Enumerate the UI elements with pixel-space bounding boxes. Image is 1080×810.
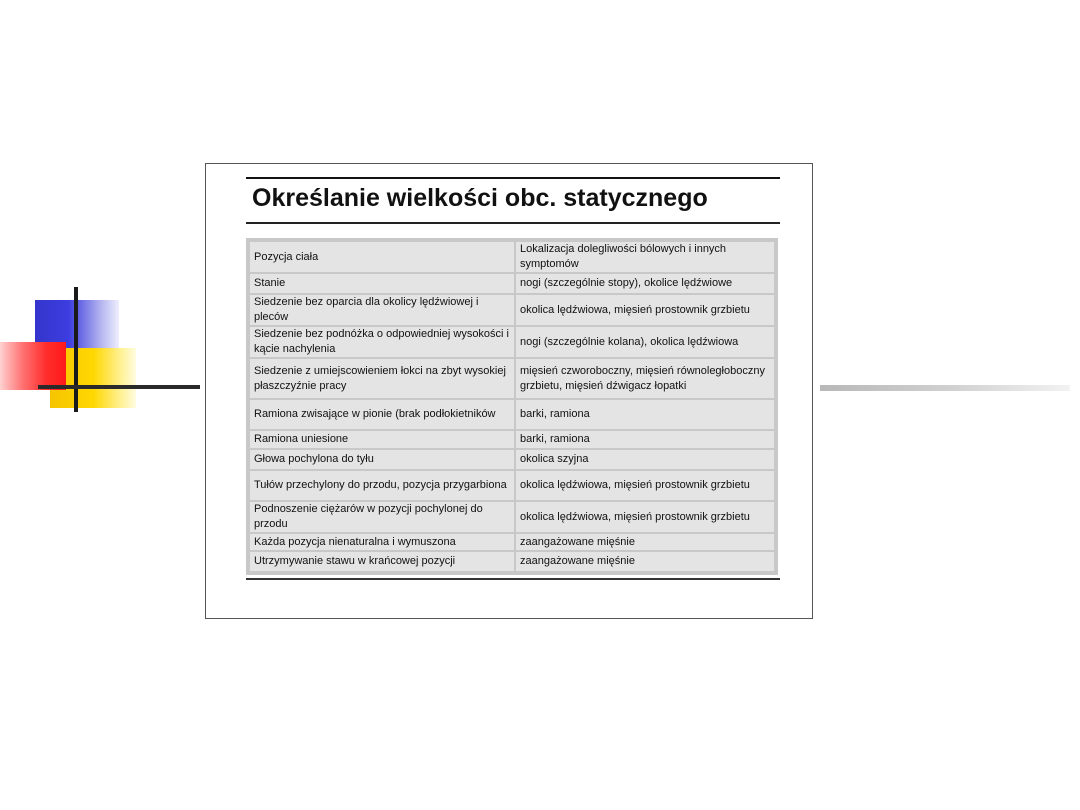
- table-cell: Lokalizacja dolegliwości bólowych i innych symptomów: [515, 241, 775, 273]
- bottom-rule: [246, 578, 780, 580]
- table-row: [249, 449, 775, 470]
- decor-vertical-line: [74, 287, 78, 412]
- table-cell: Każda pozycja nienaturalna i wymuszona: [249, 533, 515, 551]
- table-cell: zaangażowane mięśnie: [515, 551, 775, 572]
- table-cell: okolica lędźwiowa, mięsień prostownik grzbietu: [515, 501, 775, 533]
- table-row: [249, 358, 775, 399]
- table-cell: nogi (szczególnie kolana), okolica lędźwiowa: [515, 326, 775, 358]
- table-row: [249, 430, 775, 449]
- table-cell: Stanie: [249, 273, 515, 294]
- table-container: [246, 238, 778, 575]
- table-cell: Utrzymywanie stawu w krańcowej pozycji: [249, 551, 515, 572]
- page-title: Określanie wielkości obc. statycznego: [252, 184, 708, 212]
- table-cell: Tułów przechylony do przodu, pozycja przygarbiona: [249, 470, 515, 501]
- table-cell: Głowa pochylona do tyłu: [249, 449, 515, 470]
- table-cell: zaangażowane mięśnie: [515, 533, 775, 551]
- table-cell: nogi (szczególnie stopy), okolice lędźwiowe: [515, 273, 775, 294]
- table-cell: Ramiona uniesione: [249, 430, 515, 449]
- table-cell: barki, ramiona: [515, 430, 775, 449]
- title-rule-top: [246, 177, 780, 179]
- table-cell: Siedzenie z umiejscowieniem łokci na zbyt wysokiej płaszczyźnie pracy: [249, 358, 515, 399]
- table-row: [249, 326, 775, 358]
- posture-table: [248, 240, 776, 573]
- table-cell: Ramiona zwisające w pionie (brak podłokietników: [249, 399, 515, 430]
- table-row: [249, 501, 775, 533]
- table-row: [249, 294, 775, 326]
- table-row: [249, 533, 775, 551]
- table-cell: barki, ramiona: [515, 399, 775, 430]
- table-row: [249, 241, 775, 273]
- table-cell: okolica szyjna: [515, 449, 775, 470]
- table-row: [249, 551, 775, 572]
- table-cell: okolica lędźwiowa, mięsień prostownik grzbietu: [515, 294, 775, 326]
- table-cell: okolica lędźwiowa, mięsień prostownik grzbietu: [515, 470, 775, 501]
- decor-red-square: [0, 342, 66, 390]
- table-cell: mięsień czworoboczny, mięsień równoległoboczny grzbietu, mięsień dźwigacz łopatki: [515, 358, 775, 399]
- decor-horizontal-line-right: [820, 385, 1070, 391]
- table-row: [249, 470, 775, 501]
- table-cell: Siedzenie bez podnóżka o odpowiedniej wysokości i kącie nachylenia: [249, 326, 515, 358]
- table-image-frame: [205, 163, 813, 619]
- table-cell: Pozycja ciała: [249, 241, 515, 273]
- table-cell: Siedzenie bez oparcia dla okolicy lędźwiowej i pleców: [249, 294, 515, 326]
- table-row: [249, 273, 775, 294]
- table-cell: Podnoszenie ciężarów w pozycji pochylonej do przodu: [249, 501, 515, 533]
- decor-horizontal-line-left: [38, 385, 200, 389]
- table-row: [249, 399, 775, 430]
- title-rule-bottom: [246, 222, 780, 224]
